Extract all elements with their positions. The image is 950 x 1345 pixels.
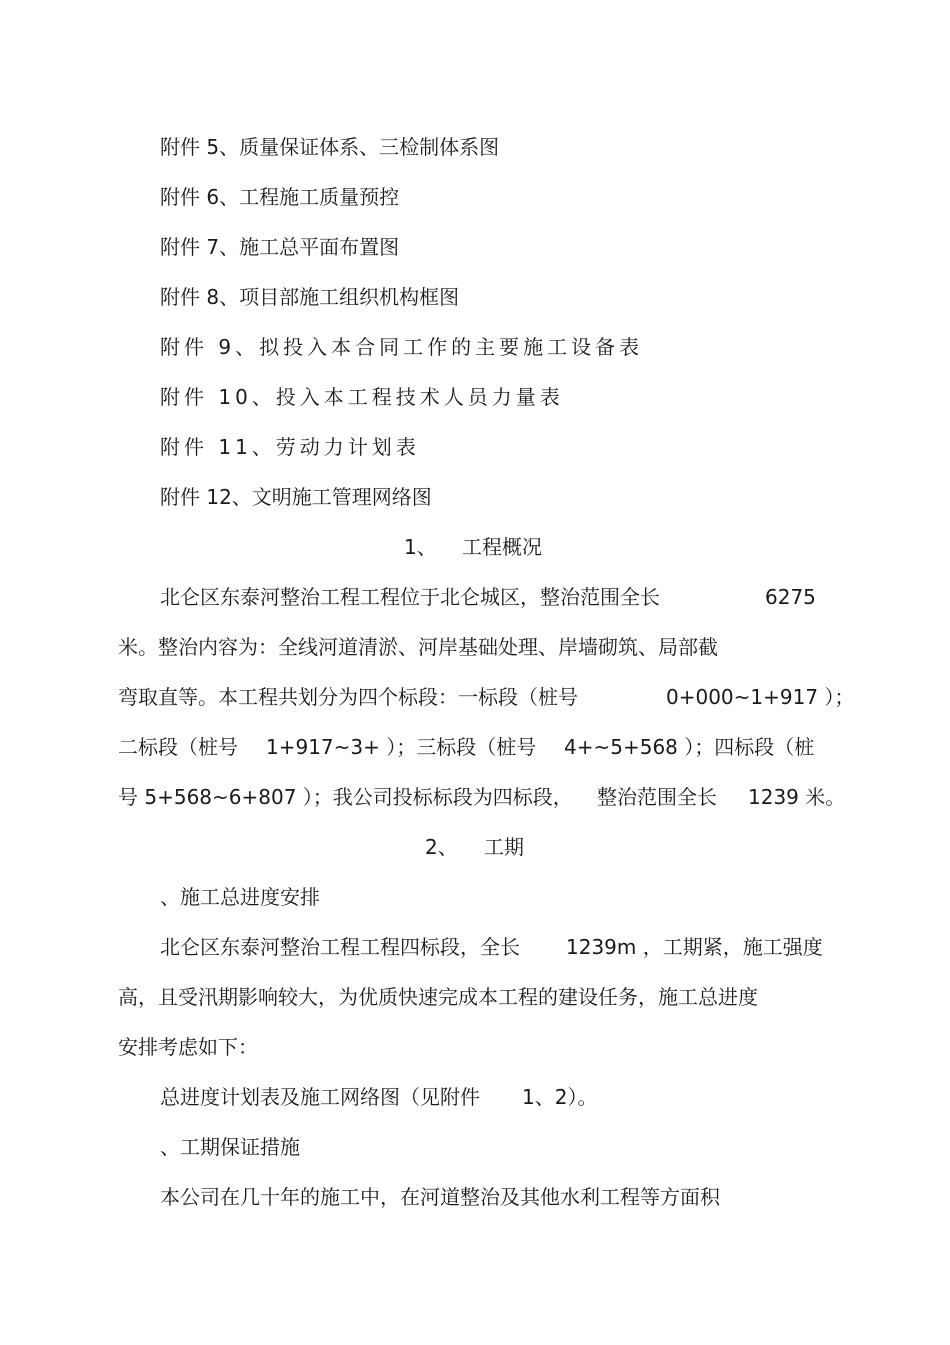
section2-text: 安排考虑如下： bbox=[118, 1035, 258, 1059]
section2-text: 北仑区东泰河整治工程工程四标段，全长 bbox=[160, 935, 520, 959]
section1-text: 弯取直等。本工程共划分为四个标段：一标段（桩号 bbox=[118, 685, 578, 709]
section1-text: 北仑区东泰河整治工程工程位于北仑城区，整治范围全长 bbox=[160, 585, 660, 609]
section1-text: 整治范围全长 bbox=[597, 785, 717, 809]
subsection-heading: 、施工总进度安排 bbox=[160, 885, 320, 909]
section2-text: 高，且受汛期影响较大，为优质快速完成本工程的建设任务，施工总进度 bbox=[118, 985, 758, 1009]
subsection-heading: 、工期保证措施 bbox=[160, 1135, 300, 1159]
attachment-item-6: 附件 6、工程施工质量预控 bbox=[160, 185, 400, 209]
section2-number: 2、 bbox=[425, 835, 458, 859]
section2-text: 1、2）。 bbox=[522, 1085, 598, 1109]
attachment-item-11: 附件 11、劳动力计划表 bbox=[160, 435, 420, 459]
section1-text: 0+000~1+917 ）； bbox=[666, 685, 855, 709]
section1-text: 二标段（桩号 bbox=[118, 735, 238, 759]
section1-number: 1、 bbox=[404, 535, 437, 559]
section2-text: 总进度计划表及施工网络图（见附件 bbox=[160, 1085, 480, 1109]
section1-text: 米。整治内容为：全线河道清淤、河岸基础处理、岸墙砌筑、局部截 bbox=[118, 635, 718, 659]
attachment-item-8: 附件 8、项目部施工组织机构框图 bbox=[160, 285, 460, 309]
section1-text: 6275 bbox=[765, 585, 816, 609]
attachment-item-7: 附件 7、施工总平面布置图 bbox=[160, 235, 400, 259]
attachment-item-9: 附件 9、拟投入本合同工作的主要施工设备表 bbox=[160, 335, 644, 359]
section2-text: 1239m ，工期紧，施工强度 bbox=[566, 935, 823, 959]
section1-text: 号 5+568~6+807 ）；我公司投标标段为四标段， bbox=[118, 785, 573, 809]
section1-text: 4+~5+568 ）；四标段（桩 bbox=[564, 735, 815, 759]
section2-text: 本公司在几十年的施工中，在河道整治及其他水利工程等方面积 bbox=[160, 1185, 720, 1209]
attachment-item-10: 附件 10、投入本工程技术人员力量表 bbox=[160, 385, 564, 409]
attachment-item-5: 附件 5、质量保证体系、三检制体系图 bbox=[160, 135, 500, 159]
section1-text: 1239 米。 bbox=[748, 785, 846, 809]
section1-text: 1+917~3+ ）；三标段（桩号 bbox=[266, 735, 537, 759]
attachment-item-12: 附件 12、文明施工管理网络图 bbox=[160, 485, 432, 509]
section1-title: 工程概况 bbox=[462, 535, 542, 559]
section2-title: 工期 bbox=[484, 835, 524, 859]
